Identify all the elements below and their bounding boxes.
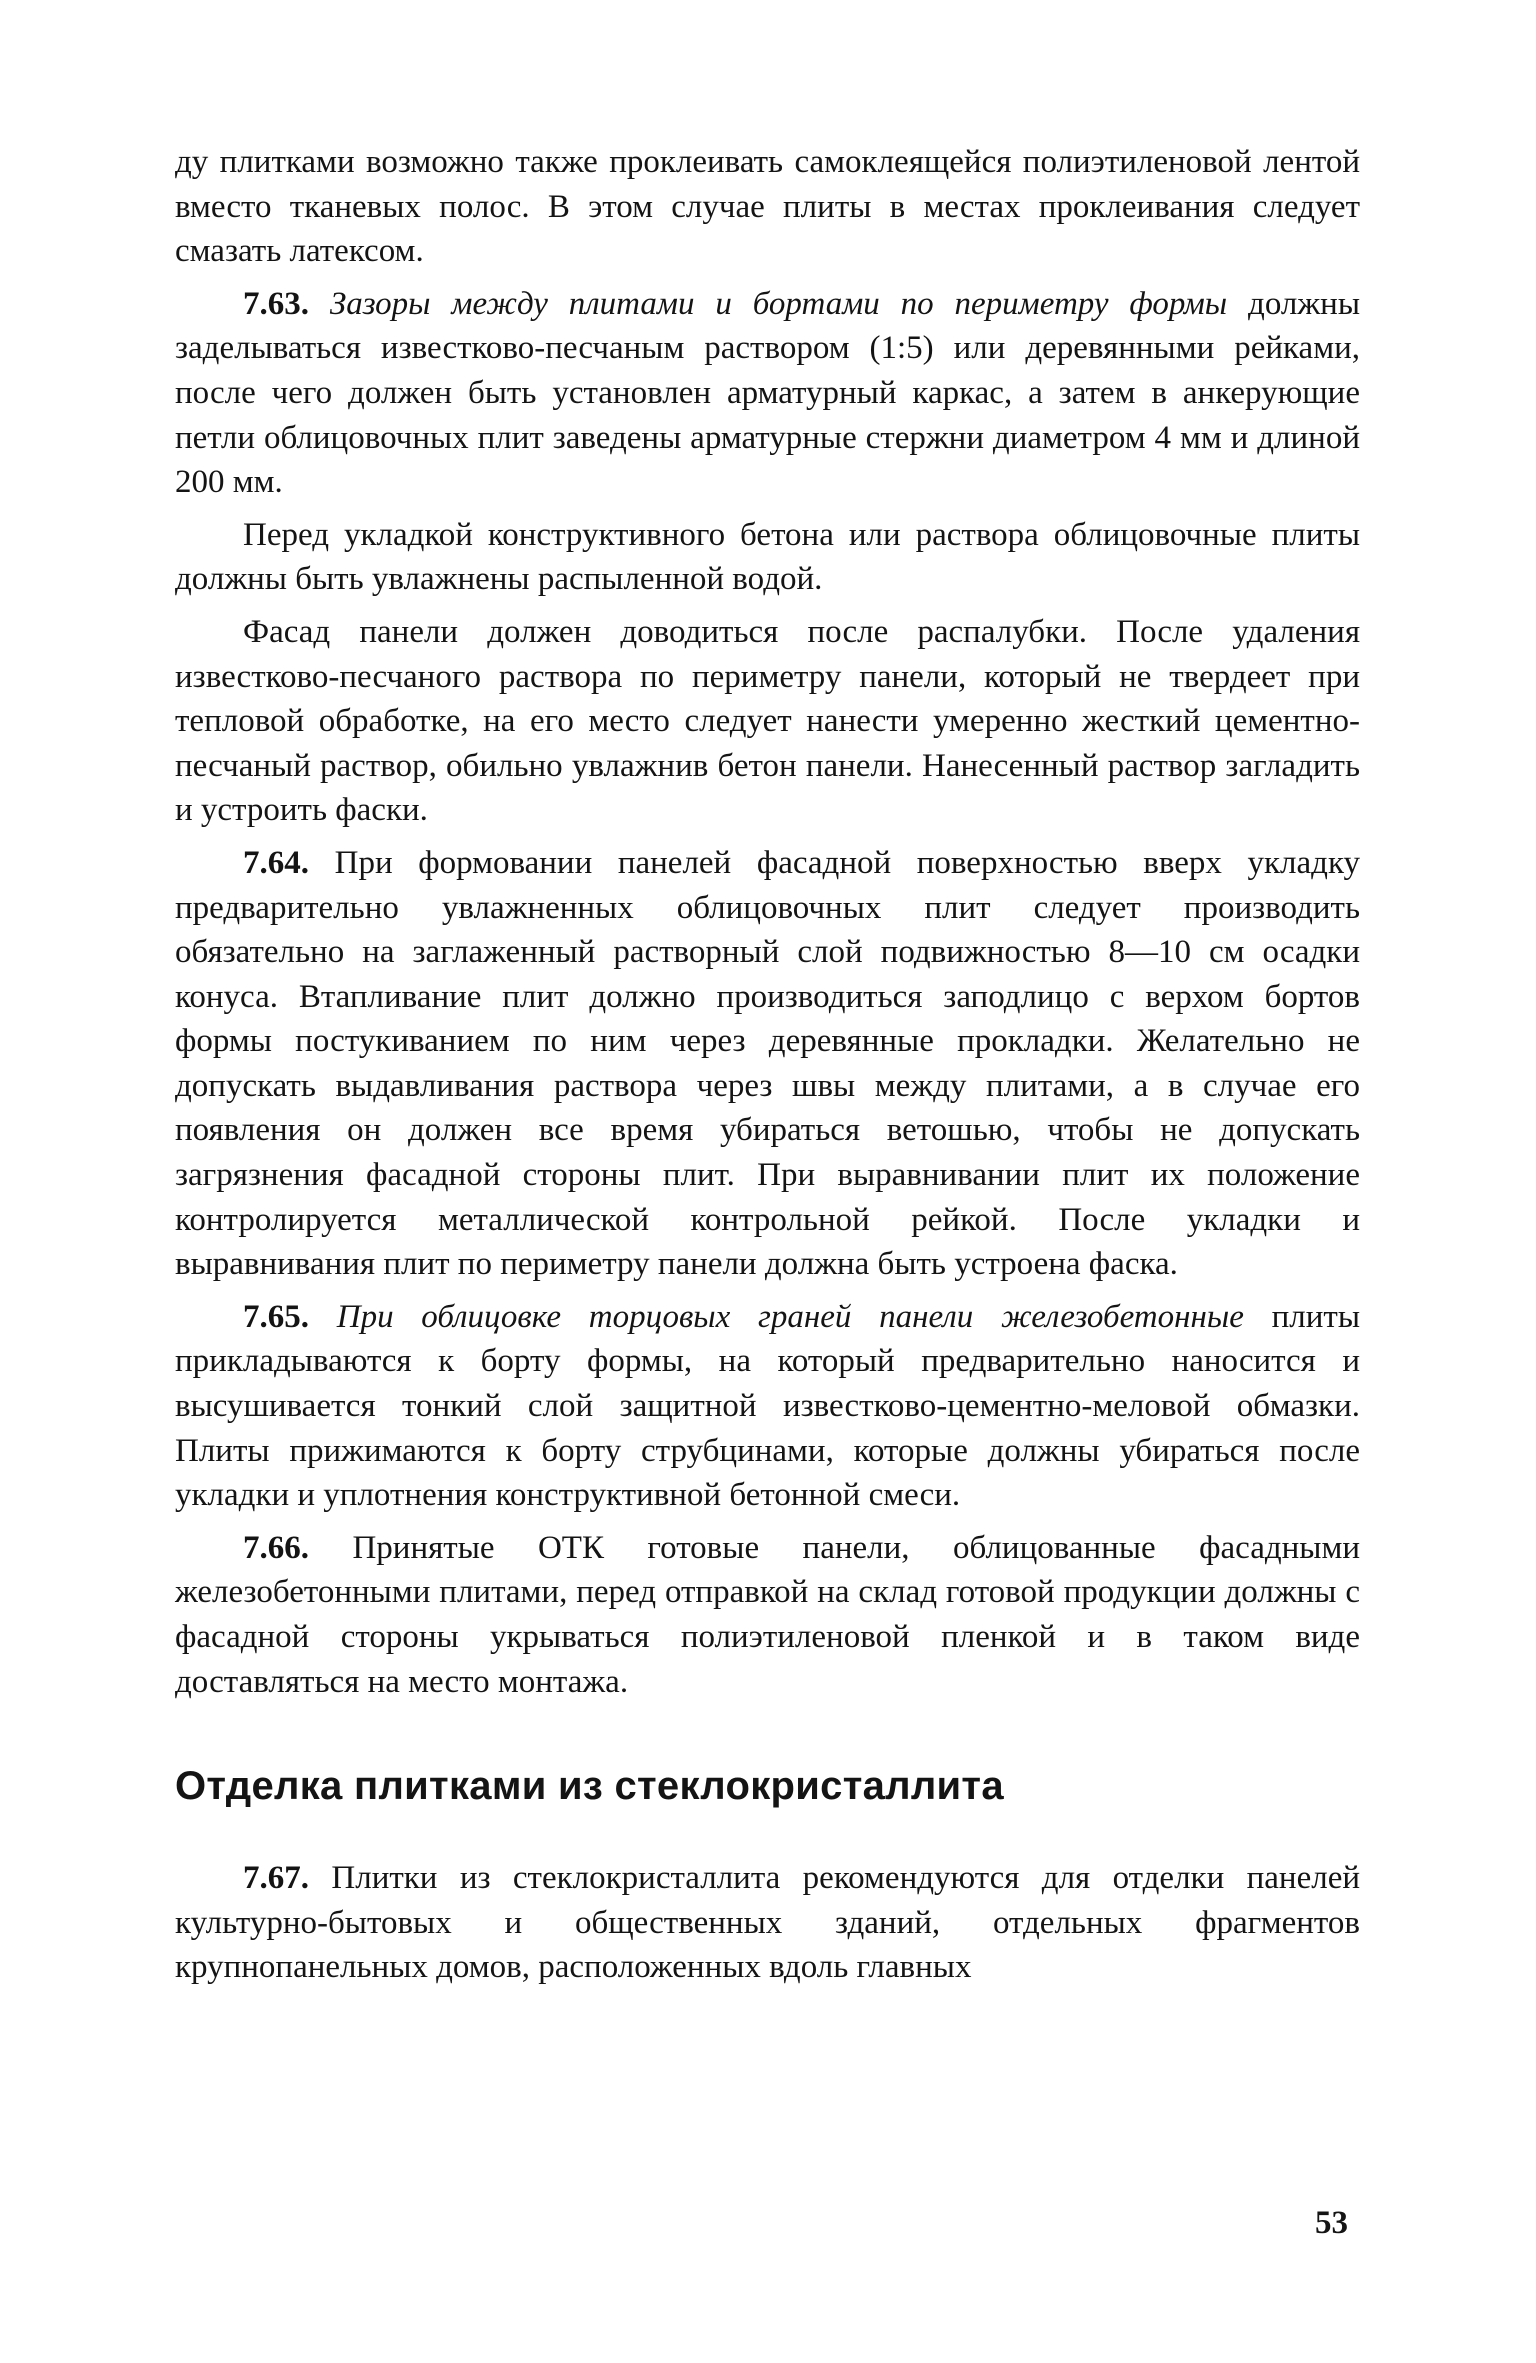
paragraph-7-66 — [175, 1526, 1360, 1704]
clause-number: 7.66. — [243, 1529, 309, 1566]
clause-text: Принятые ОТК готовые панели, облицованные фасадными железобетонными плитами, перед отправкой на склад готовой продукции должны с фасадной стороны укрываться полиэтиленовой пленкой и в таком виде доставляться на место монтажа. — [175, 1529, 1361, 1700]
clause-number: 7.65. — [243, 1298, 309, 1335]
clause-text: Плитки из стеклокристаллита рекомендуются для отделки панелей культурно-бытовых и общественных зданий, отдельных фрагментов крупнопанельных домов, расположенных вдоль главных — [175, 1860, 1361, 1986]
paragraph-facade-finish: Фасад панели должен доводиться после распалубки. После удаления известково-песчаного раствора по периметру панели, который не твердеет при тепловой обработке, на его место следует нанести умеренно жесткий цементно-песчаный раствор, обильно увлажнив бетон панели. Нанесенный раствор загладить и устроить фаски. — [175, 613, 1360, 829]
clause-number: 7.64. — [243, 844, 309, 881]
paragraph-7-67 — [175, 1856, 1360, 1990]
page-body — [175, 140, 1360, 1990]
clause-text: При формовании панелей фасадной поверхностью вверх укладку предварительно увлажненных облицовочных плит следует производить обязательно на заглаженный растворный слой подвижностью 8—10 см осадки конуса. Втапливание плит должно производиться заподлицо с верхом бортов формы постукиванием по ним через деревянные прокладки. Желательно не допускать выдавливания раствора через швы между плитами, а в случае его появления он должен все время убираться ветошью, чтобы не допускать загрязнения фасадной стороны плит. При выравнивании плит их положение контролируется металлической контрольной рейкой. После укладки и выравнивания плит по периметру панели должна быть устроена фаска. — [175, 844, 1361, 1283]
paragraph-7-65 — [175, 1295, 1360, 1518]
clause-text: должны заделываться известково-песчаным раствором (1:5) или деревянными рейками, после чего должен быть установлен арматурный каркас, а затем в анкерующие петли облицовочных плит заведены арматурные стержни диаметром 4 мм и длиной 200 мм. — [175, 285, 1361, 501]
paragraph-7-64 — [175, 841, 1360, 1287]
paragraph-7-63 — [175, 282, 1360, 505]
clause-lead: Зазоры между плитами и бортами по периметру формы — [329, 285, 1228, 322]
section-heading: Отделка плитками из стеклокристаллита — [175, 1764, 1004, 1809]
clause-text: плиты прикладываются к борту формы, на который предварительно наносится и высушивается тонкий слой защитной известково-цементно-меловой обмазки. Плиты прижимаются к борту струбцинами, которые должны убираться после укладки и уплотнения конструктивной бетонной смеси. — [175, 1298, 1360, 1514]
page-number: 53 — [1315, 2205, 1348, 2241]
clause-number: 7.63. — [243, 285, 309, 322]
paragraph-continuation: ду плитками возможно также проклеивать самоклеящейся полиэтиленовой лентой вместо тканевых полос. В этом случае плиты в местах проклеивания следует смазать латексом. — [175, 144, 1360, 270]
clause-number: 7.67. — [243, 1860, 309, 1897]
paragraph-concrete-prep: Перед укладкой конструктивного бетона или раствора облицовочные плиты должны быть увлажнены распыленной водой. — [175, 516, 1360, 598]
clause-lead: При облицовке торцовых граней панели железобетонные — [336, 1298, 1244, 1335]
